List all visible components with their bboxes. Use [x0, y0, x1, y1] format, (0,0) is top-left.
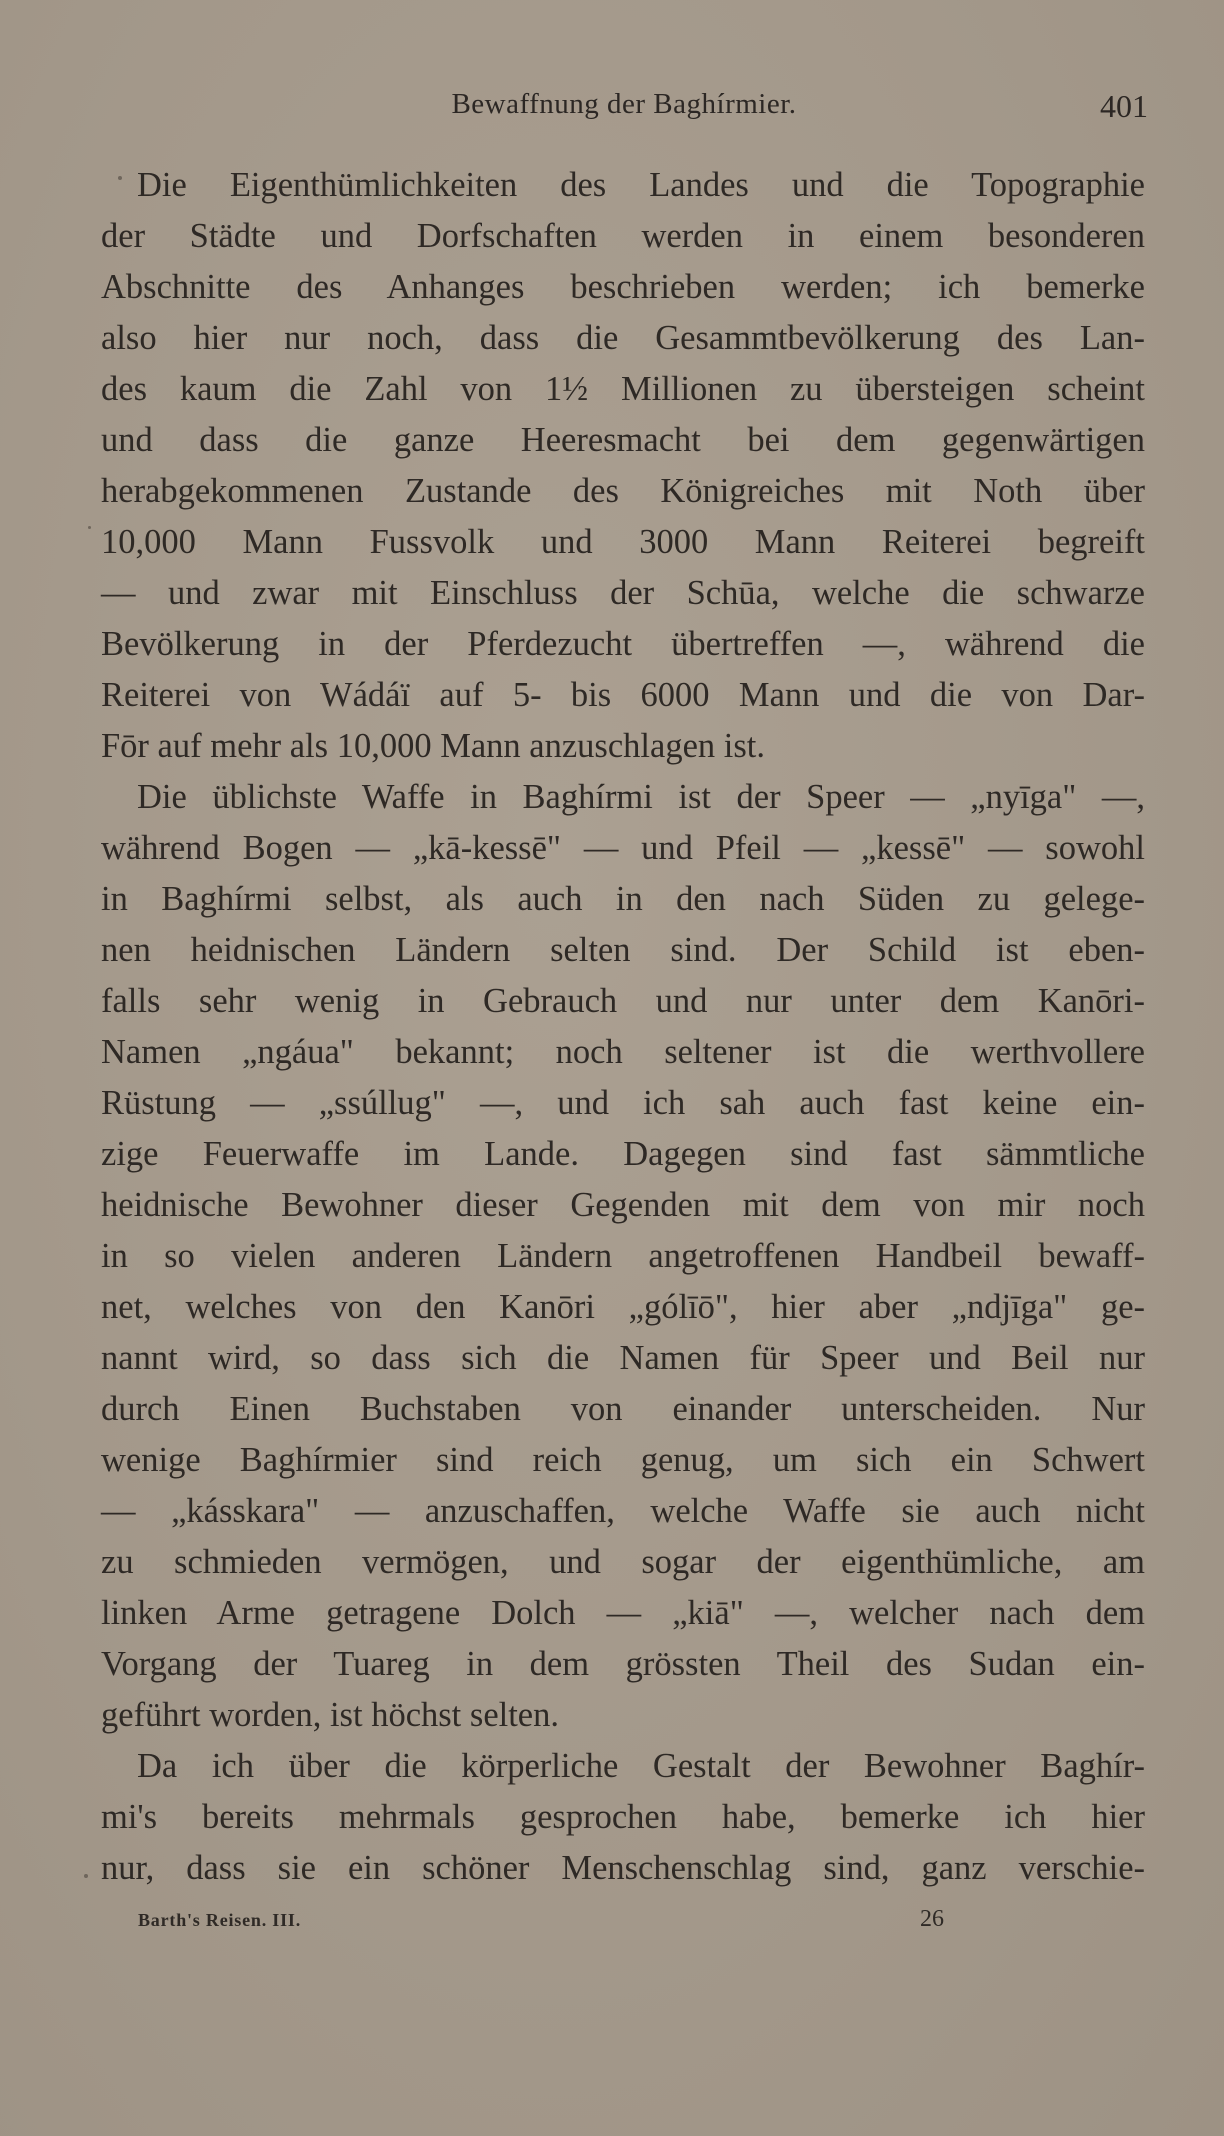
body-text — [101, 160, 1145, 1894]
text-line: zu schmieden vermögen, und sogar der eigenthümliche, am — [101, 1543, 1145, 1581]
text-line: Bevölkerung in der Pferdezucht übertreffen —, während die — [101, 625, 1145, 663]
text-line: Reiterei von Wádáï auf 5- bis 6000 Mann und die von Dar- — [101, 676, 1145, 714]
running-title: Bewaffnung der Baghírmier. — [451, 88, 797, 120]
text-line: 10,000 Mann Fussvolk und 3000 Mann Reiterei begreift — [101, 523, 1145, 561]
text-line: während Bogen — „kā-kessē" — und Pfeil — „kessē" — sowohl — [101, 829, 1145, 867]
text-line: wenige Baghírmier sind reich genug, um sich ein Schwert — [101, 1441, 1145, 1479]
text-line: Abschnitte des Anhanges beschrieben werden; ich bemerke — [101, 268, 1145, 306]
running-head — [100, 88, 1148, 128]
text-line: linken Arme getragene Dolch — „kiā" —, welcher nach dem — [101, 1594, 1145, 1632]
text-line: also hier nur noch, dass die Gesammtbevölkerung des Lan- — [101, 319, 1145, 357]
text-line: in so vielen anderen Ländern angetroffenen Handbeil bewaff- — [101, 1237, 1145, 1275]
text-line: Fōr auf mehr als 10,000 Mann anzuschlagen ist. — [101, 727, 765, 765]
paper-speck — [84, 1874, 88, 1878]
text-line: Die üblichste Waffe in Baghírmi ist der Speer — „nyīga" —, — [137, 778, 1145, 816]
text-line: — „kásskara" — anzuschaffen, welche Waffe sie auch nicht — [101, 1492, 1145, 1530]
text-line: — und zwar mit Einschluss der Schūa, welche die schwarze — [101, 574, 1145, 612]
text-line: geführt worden, ist höchst selten. — [101, 1696, 559, 1734]
page-number: 401 — [1100, 88, 1148, 124]
text-line: zige Feuerwaffe im Lande. Dagegen sind fast sämmtliche — [101, 1135, 1145, 1173]
text-line: und dass die ganze Heeresmacht bei dem gegenwärtigen — [101, 421, 1145, 459]
footer — [138, 1906, 958, 1940]
text-line: net, welches von den Kanōri „gólīō", hier aber „ndjīga" ge- — [101, 1288, 1145, 1326]
text-line: nen heidnischen Ländern selten sind. Der Schild ist eben- — [101, 931, 1145, 969]
text-line: durch Einen Buchstaben von einander unterscheiden. Nur — [101, 1390, 1145, 1428]
text-line: in Baghírmi selbst, als auch in den nach Süden zu gelege- — [101, 880, 1145, 918]
signature-mark: 26 — [920, 1906, 944, 1932]
text-line: falls sehr wenig in Gebrauch und nur unter dem Kanōri- — [101, 982, 1145, 1020]
paper-speck — [118, 176, 122, 180]
paper-speck — [88, 526, 91, 529]
text-line: Die Eigenthümlichkeiten des Landes und die Topographie — [137, 166, 1145, 204]
text-line: mi's bereits mehrmals gesprochen habe, bemerke ich hier — [101, 1798, 1145, 1836]
text-line: der Städte und Dorfschaften werden in einem besonderen — [101, 217, 1145, 255]
text-line: nannt wird, so dass sich die Namen für Speer und Beil nur — [101, 1339, 1145, 1377]
text-line: Vorgang der Tuareg in dem grössten Theil des Sudan ein- — [101, 1645, 1145, 1683]
text-line: Namen „ngáua" bekannt; noch seltener ist die werthvollere — [101, 1033, 1145, 1071]
text-line: heidnische Bewohner dieser Gegenden mit dem von mir noch — [101, 1186, 1145, 1224]
text-line: herabgekommenen Zustande des Königreiches mit Noth über — [101, 472, 1145, 510]
text-line: nur, dass sie ein schöner Menschenschlag sind, ganz verschie- — [101, 1849, 1145, 1887]
printer-signature: Barth's Reisen. III. — [138, 1910, 302, 1930]
text-line: Rüstung — „ssúllug" —, und ich sah auch fast keine ein- — [101, 1084, 1145, 1122]
text-line: des kaum die Zahl von 1½ Millionen zu übersteigen scheint — [101, 370, 1145, 408]
text-line: Da ich über die körperliche Gestalt der Bewohner Baghír- — [137, 1747, 1145, 1785]
